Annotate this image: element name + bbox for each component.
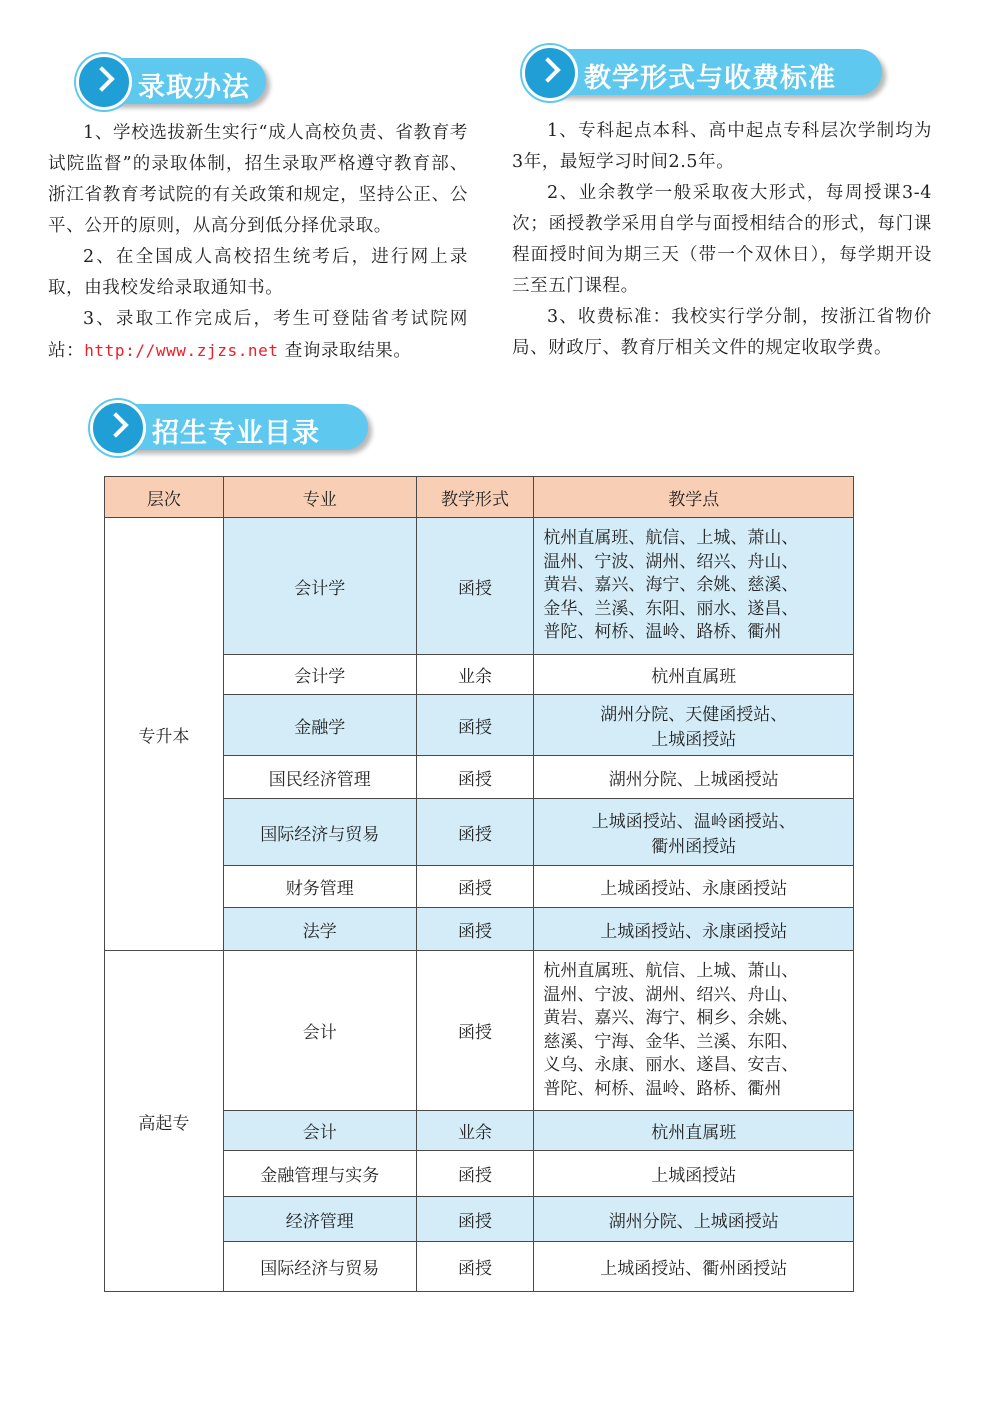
points-cell bbox=[534, 655, 854, 695]
major-cell: 国际经济与贸易 bbox=[223, 799, 416, 866]
points-cell bbox=[534, 1242, 854, 1292]
teaching-point-line: 上城函授站 bbox=[651, 730, 737, 750]
teaching-point-line: 金华、兰溪、东阳、丽水、遂昌、 bbox=[543, 598, 799, 619]
major-cell: 国民经济管理 bbox=[223, 756, 416, 799]
major-cell: 法学 bbox=[223, 908, 416, 951]
table-row bbox=[105, 951, 854, 1111]
major-cell: 金融管理与实务 bbox=[223, 1151, 416, 1197]
teaching-point-line: 上城函授站 bbox=[651, 1166, 737, 1186]
points-cell bbox=[534, 1197, 854, 1242]
chevron-right-icon bbox=[90, 400, 146, 456]
section-title-catalog: 招生专业目录 bbox=[152, 418, 320, 449]
teaching-point-line: 杭州直属班、航信、上城、萧山、 bbox=[543, 528, 799, 549]
header-level: 层次 bbox=[105, 477, 224, 518]
teaching-point-line: 湖州分院、上城函授站 bbox=[608, 1211, 779, 1232]
majors-table bbox=[104, 476, 854, 1292]
teaching-point-line: 温州、宁波、湖州、绍兴、舟山、 bbox=[543, 984, 799, 1005]
major-cell: 会计 bbox=[223, 1111, 416, 1151]
level-cell: 高起专 bbox=[105, 951, 224, 1292]
major-cell: 经济管理 bbox=[223, 1197, 416, 1242]
mode-cell: 业余 bbox=[416, 655, 534, 695]
admission-paragraph-3 bbox=[48, 304, 468, 367]
table-header-row bbox=[105, 477, 854, 518]
mode-cell: 函授 bbox=[416, 1151, 534, 1197]
teaching-point-line: 义乌、永康、丽水、遂昌、安吉、 bbox=[543, 1055, 799, 1075]
header-major: 专业 bbox=[223, 477, 416, 518]
admission-paragraph-1: 1、学校选拔新生实行“成人高校负责、省教育考试院监督”的录取体制，招生录取严格遵守教育部、浙江省教育考试院的有关政策和规定，坚持公正、公平、公开的原则，从高分到低分择优录取。 bbox=[48, 123, 468, 236]
table-body bbox=[105, 518, 854, 1292]
section-title-admission: 录取办法 bbox=[138, 72, 250, 103]
major-cell: 会计 bbox=[223, 951, 416, 1111]
teaching-point-line: 杭州直属班 bbox=[651, 667, 737, 687]
points-cell bbox=[534, 866, 854, 908]
mode-cell: 业余 bbox=[416, 1111, 534, 1151]
teaching-point-line: 温州、宁波、湖州、绍兴、舟山、 bbox=[543, 551, 799, 572]
mode-cell: 函授 bbox=[416, 866, 534, 908]
mode-cell: 函授 bbox=[416, 1242, 534, 1292]
major-cell: 会计学 bbox=[223, 518, 416, 655]
admission-paragraph-2: 2、在全国成人高校招生统考后，进行网上录取，由我校发给录取通知书。 bbox=[48, 247, 468, 298]
admission-p3-after: 查询录取结果。 bbox=[278, 341, 412, 361]
header-mode: 教学形式 bbox=[416, 477, 534, 518]
points-cell bbox=[534, 518, 854, 655]
teaching-point-line: 普陀、柯桥、温岭、路桥、衢州 bbox=[543, 622, 782, 643]
teaching-paragraph-2: 2、业余教学一般采取夜大形式，每周授课3-4次；函授教学采用自学与面授相结合的形式，每门课程面授时间为期三天（带一个双休日），每学期开设三至五门课程。 bbox=[512, 183, 932, 296]
teaching-point-line: 上城函授站、永康函授站 bbox=[600, 879, 788, 899]
points-cell bbox=[534, 908, 854, 951]
level-cell: 专升本 bbox=[105, 518, 224, 951]
points-cell bbox=[534, 1111, 854, 1151]
major-cell: 金融学 bbox=[223, 695, 416, 756]
teaching-point-line: 湖州分院、上城函授站 bbox=[608, 769, 779, 790]
teaching-point-line: 杭州直属班 bbox=[651, 1123, 737, 1143]
teaching-point-line: 湖州分院、天健函授站、 bbox=[600, 705, 788, 725]
mode-cell: 函授 bbox=[416, 799, 534, 866]
header-points: 教学点 bbox=[534, 477, 854, 518]
teaching-point-line: 杭州直属班、航信、上城、萧山、 bbox=[543, 961, 799, 981]
teaching-point-line: 衢州函授站 bbox=[651, 837, 737, 857]
points-cell bbox=[534, 1151, 854, 1197]
points-cell bbox=[534, 799, 854, 866]
teaching-point-line: 慈溪、宁海、金华、兰溪、东阳、 bbox=[543, 1031, 799, 1052]
section-title-teaching: 教学形式与收费标准 bbox=[584, 63, 836, 94]
points-cell bbox=[534, 756, 854, 799]
section-header-teaching bbox=[536, 49, 882, 95]
teaching-point-line: 上城函授站、永康函授站 bbox=[600, 921, 788, 942]
section-header-catalog bbox=[104, 404, 368, 450]
mode-cell: 函授 bbox=[416, 756, 534, 799]
teaching-point-line: 黄岩、嘉兴、海宁、桐乡、余姚、 bbox=[543, 1008, 799, 1028]
mode-cell: 函授 bbox=[416, 951, 534, 1111]
admission-p3-before: 3、录取工作完成后，考生可登陆省考试院网站： bbox=[48, 309, 468, 361]
major-cell: 会计学 bbox=[223, 655, 416, 695]
points-cell bbox=[534, 951, 854, 1111]
teaching-text bbox=[512, 116, 932, 364]
mode-cell: 函授 bbox=[416, 695, 534, 756]
chevron-right-icon bbox=[522, 45, 578, 101]
table-row bbox=[105, 518, 854, 655]
major-cell: 国际经济与贸易 bbox=[223, 1242, 416, 1292]
teaching-point-line: 普陀、柯桥、温岭、路桥、衢州 bbox=[543, 1078, 782, 1099]
teaching-point-line: 黄岩、嘉兴、海宁、余姚、慈溪、 bbox=[543, 575, 799, 596]
mode-cell: 函授 bbox=[416, 518, 534, 655]
mode-cell: 函授 bbox=[416, 908, 534, 951]
points-cell bbox=[534, 695, 854, 756]
exam-website-link[interactable]: http://www.zjzs.net bbox=[84, 341, 279, 360]
chevron-right-icon bbox=[76, 54, 132, 110]
teaching-paragraph-3: 3、收费标准：我校实行学分制，按浙江省物价局、财政厅、教育厅相关文件的规定收取学费。 bbox=[512, 307, 932, 358]
admission-text bbox=[48, 118, 468, 367]
section-header-admission bbox=[90, 58, 266, 104]
major-cell: 财务管理 bbox=[223, 866, 416, 908]
teaching-point-line: 上城函授站、温岭函授站、 bbox=[591, 812, 796, 832]
teaching-point-line: 上城函授站、衢州函授站 bbox=[600, 1259, 788, 1279]
mode-cell: 函授 bbox=[416, 1197, 534, 1242]
teaching-paragraph-1: 1、专科起点本科、高中起点专科层次学制均为3年，最短学习时间2.5年。 bbox=[512, 121, 932, 172]
